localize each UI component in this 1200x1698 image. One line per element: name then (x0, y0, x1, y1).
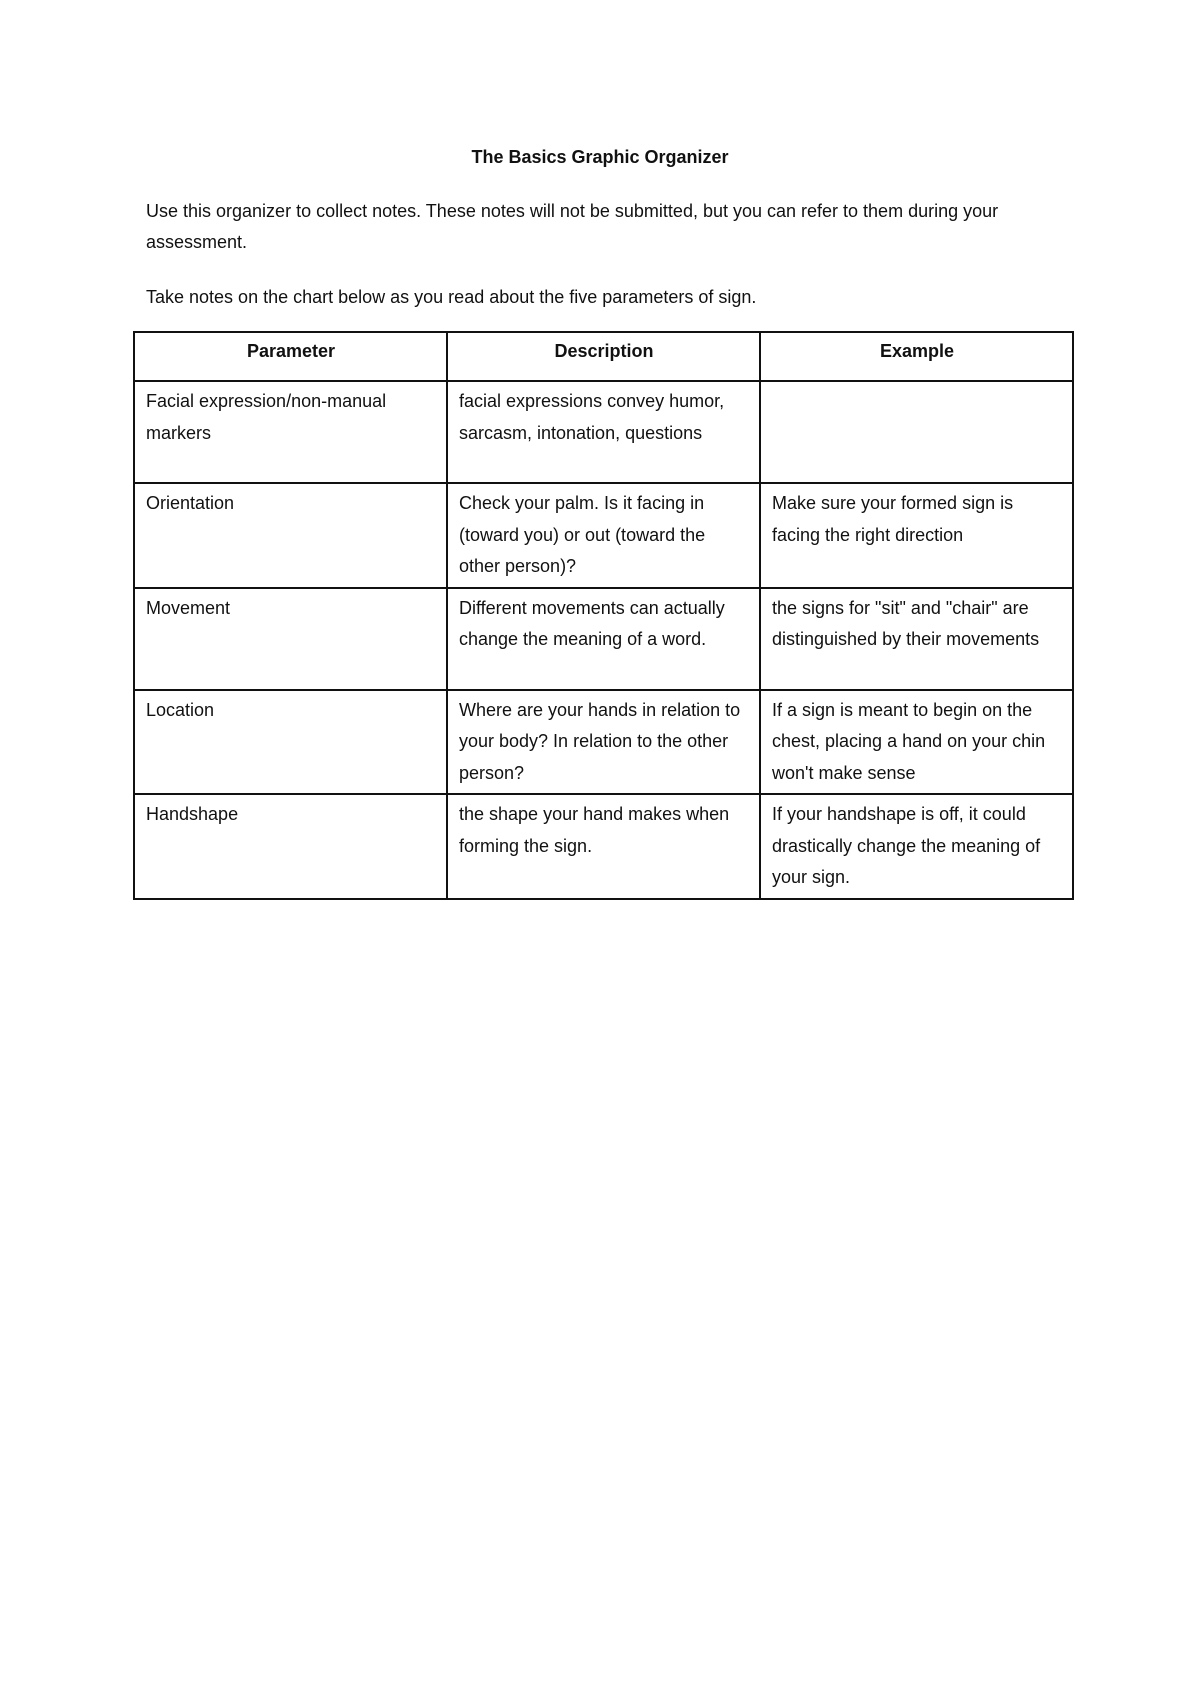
description-cell: facial expressions convey humor, sarcasm, intonation, questions (447, 381, 760, 483)
parameter-cell: Movement (134, 588, 447, 690)
description-cell: Check your palm. Is it facing in (toward you) or out (toward the other person)? (447, 483, 760, 588)
description-cell: Different movements can actually change the meaning of a word. (447, 588, 760, 690)
example-cell: the signs for "sit" and "chair" are distinguished by their movements (760, 588, 1073, 690)
example-cell: If a sign is meant to begin on the chest, placing a hand on your chin won't make sense (760, 690, 1073, 795)
description-cell: Where are your hands in relation to your body? In relation to the other person? (447, 690, 760, 795)
parameter-cell: Orientation (134, 483, 447, 588)
instruction-paragraph: Take notes on the chart below as you read about the five parameters of sign. (146, 287, 757, 307)
table-header-row (134, 332, 1073, 381)
intro-paragraph: Use this organizer to collect notes. These notes will not be submitted, but you can refer to them during your assessment. (146, 201, 999, 252)
document-title: The Basics Graphic Organizer (471, 147, 729, 167)
parameter-cell: Location (134, 690, 447, 795)
example-cell: Make sure your formed sign is facing the right direction (760, 483, 1073, 588)
table-row (134, 483, 1073, 588)
example-cell (760, 381, 1073, 483)
parameters-table (133, 331, 1074, 900)
table-row (134, 588, 1073, 690)
table-row (134, 690, 1073, 795)
header-example: Example (760, 332, 1073, 381)
table-row (134, 381, 1073, 483)
header-description: Description (447, 332, 760, 381)
table-row (134, 794, 1073, 899)
example-cell: If your handshape is off, it could drastically change the meaning of your sign. (760, 794, 1073, 899)
parameter-cell: Handshape (134, 794, 447, 899)
parameter-cell: Facial expression/non-manual markers (134, 381, 447, 483)
description-cell: the shape your hand makes when forming the sign. (447, 794, 760, 899)
header-parameter: Parameter (134, 332, 447, 381)
